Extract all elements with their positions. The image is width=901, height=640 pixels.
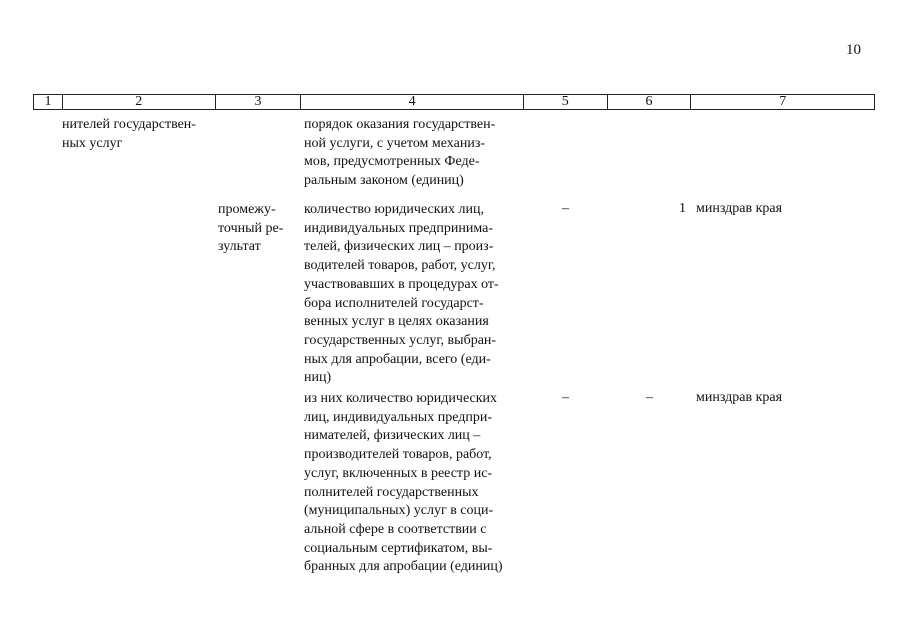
row2-col7-value: минздрав края	[696, 201, 783, 216]
row2-col5-value: –	[562, 201, 569, 216]
header-cell-7: 7	[779, 94, 787, 109]
row2-col6-value: 1	[679, 201, 686, 216]
col4-paragraph-1: порядок оказания государствен- ной услуги, с учетом механиз- мов, предусмотренных Феде- ральным законом (единиц)	[304, 117, 496, 189]
row3-col7-value: минздрав края	[696, 390, 783, 405]
row3-col5-value: –	[562, 390, 569, 405]
col3-intermediate-result-label: промежу- точный ре- зультат	[218, 202, 284, 255]
header-cell-2: 2	[63, 95, 216, 109]
col2-continuation-text: нителей государствен- ных услуг	[62, 117, 196, 151]
header-cell-3: 3	[216, 95, 302, 109]
col4-paragraph-2: количество юридических лиц, индивидуальных предпринима- телей, физических лиц – произ- водителей товаров, работ, услуг, участвовавших в процедурах от- бора исполнителей государст- венных услуг в целях оказания государственных услуг, выбран- ных для апробации, всего (еди- ниц)	[304, 202, 499, 386]
header-cell-5: 5	[524, 95, 608, 109]
header-cell-1: 1	[34, 95, 63, 109]
row3-col6-value: –	[646, 390, 653, 405]
header-cell-6: 6	[608, 95, 692, 109]
col4-paragraph-3: из них количество юридических лиц, индивидуальных предпри- нимателей, физических лиц – производителей товаров, работ, услуг, включенных в реестр ис- полнителей государственных (муниципальных) услуг в соци- альной сфере в соответствии с социальным сертификатом, вы- бранных для апробации (единиц)	[304, 391, 503, 575]
table-header-row	[33, 94, 875, 110]
header-cell-4: 4	[301, 95, 523, 109]
page-number: 10	[846, 42, 861, 58]
